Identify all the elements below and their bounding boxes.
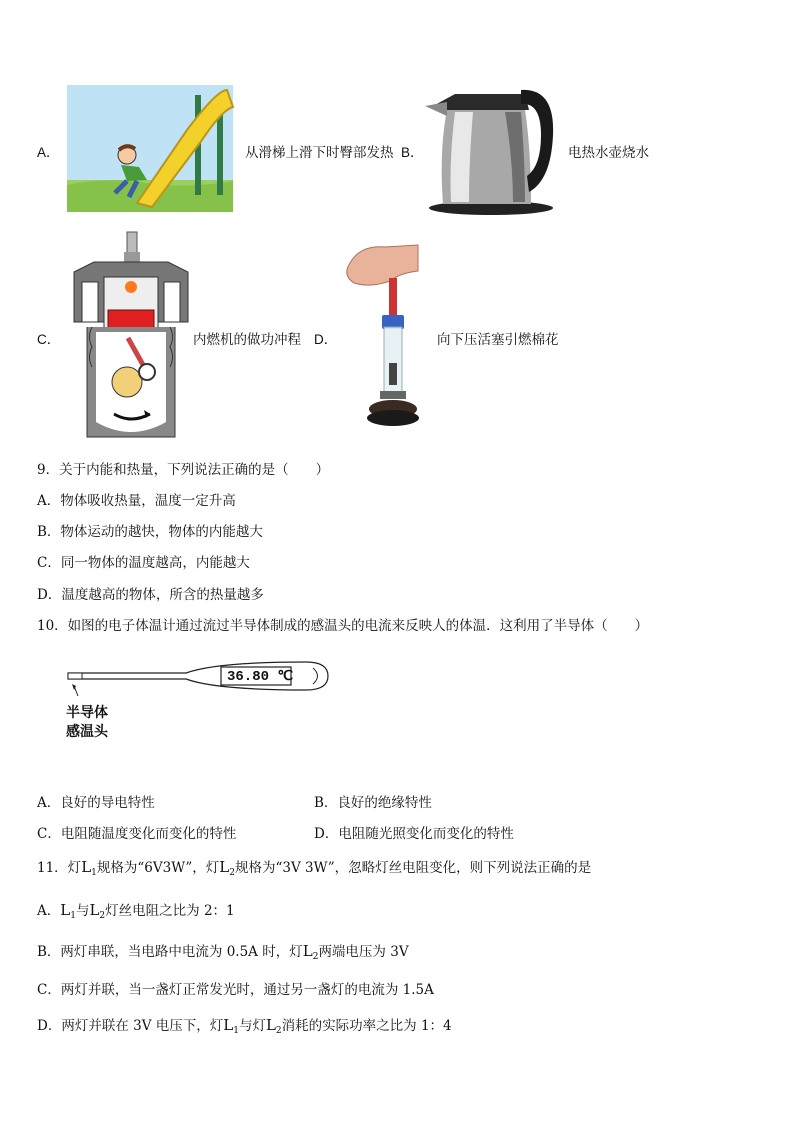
option-c-letter: C． bbox=[37, 332, 61, 347]
q10-option-b: B．良好的绝缘特性 bbox=[314, 795, 432, 811]
q11-option-b: B．两灯串联，当电路中电流为 0.5A 时，灯$L_2$两端电压为 3V bbox=[37, 942, 409, 962]
q10-stem: 10．如图的电子体温计通过流过半导体制成的感温头的电流来反映人的体温．这利用了半导体（ ） bbox=[37, 618, 649, 634]
option-b-text: 电热水壶烧水 bbox=[568, 145, 649, 161]
option-c-text: 内燃机的做功冲程 bbox=[193, 332, 301, 348]
q10-option-d: D．电阻随光照变化而变化的特性 bbox=[314, 826, 514, 842]
option-d-text: 向下压活塞引燃棉花 bbox=[437, 332, 559, 348]
q9-option-c: C．同一物体的温度越高，内能越大 bbox=[37, 555, 250, 571]
sensor-label-line2: 感温头 bbox=[66, 724, 108, 740]
option-d-letter: D． bbox=[314, 332, 338, 347]
q11-option-c: C．两灯并联，当一盏灯正常发光时，通过另一盏灯的电流为 1.5A bbox=[37, 982, 434, 998]
q11-option-d: D．两灯并联在 3V 电压下，灯$L_1$与灯$L_2$消耗的实际功率之比为 1：4 bbox=[37, 1016, 452, 1036]
q9-option-b: B．物体运动的越快，物体的内能越大 bbox=[37, 524, 263, 540]
playground-slide-image bbox=[67, 85, 233, 212]
option-a-text: 从滑梯上滑下时臀部发热 bbox=[245, 145, 394, 161]
option-b-letter: B． bbox=[401, 145, 424, 160]
q11-stem: 11．灯$L_1$规格为“6V3W”，灯$L_2$规格为“3V 3W”，忽略灯丝电阻变化，则下列说法正确的是 bbox=[37, 858, 592, 878]
engine-cylinder-diagram bbox=[72, 232, 190, 442]
thermometer-reading: 36.80 ℃ bbox=[227, 669, 294, 685]
q11-option-a: A．$L_1$与$L_2$灯丝电阻之比为 2：1 bbox=[37, 901, 235, 921]
q9-option-d: D．温度越高的物体，所含的热量越多 bbox=[37, 587, 264, 603]
fire-syringe-image bbox=[340, 243, 420, 428]
q9-option-a: A．物体吸收热量，温度一定升高 bbox=[37, 493, 236, 509]
electric-kettle-image bbox=[425, 80, 560, 218]
q9-stem: 9．关于内能和热量，下列说法正确的是（ ） bbox=[37, 462, 330, 478]
sensor-label-line1: 半导体 bbox=[66, 705, 108, 721]
q10-option-a: A．良好的导电特性 bbox=[37, 795, 155, 811]
option-a-letter: A． bbox=[37, 145, 60, 160]
q10-option-c: C．电阻随温度变化而变化的特性 bbox=[37, 826, 237, 842]
